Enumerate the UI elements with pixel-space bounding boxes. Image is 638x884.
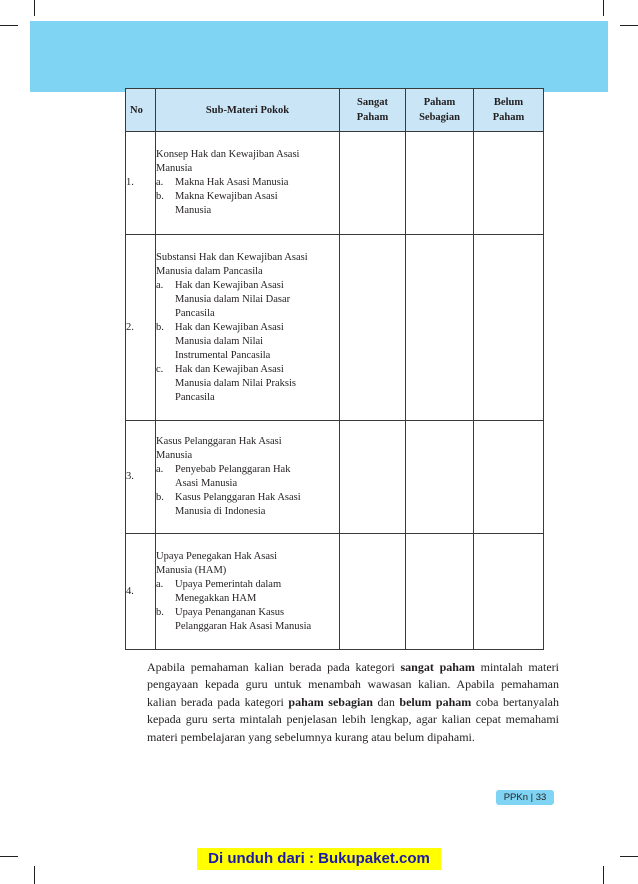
sub-topic-label: b. <box>156 492 164 503</box>
sub-topic-line: Manusia dalam Nilai Dasar <box>175 293 291 305</box>
sub-topic-line: Makna Hak Asasi Manusia <box>175 177 289 188</box>
table-header-row <box>126 89 544 132</box>
check-sangat-paham-cell[interactable] <box>340 421 406 534</box>
table-row <box>126 235 544 421</box>
sub-topic-label: c. <box>156 363 164 375</box>
sub-topic-label: b. <box>156 321 164 333</box>
sub-topic-line: Pancasila <box>175 391 215 403</box>
emphasis-belum-paham: belum paham <box>399 694 472 709</box>
sub-topic-text <box>175 463 339 491</box>
crop-mark <box>0 856 18 857</box>
header-belum-paham: Belum Paham <box>474 89 544 132</box>
understanding-rubric-table <box>125 88 544 650</box>
check-belum-paham-cell[interactable] <box>474 421 544 534</box>
header-sangat-paham: Sangat Paham <box>340 89 406 132</box>
crop-mark <box>0 25 18 26</box>
topic-title-line: Manusia <box>156 450 193 461</box>
sub-topic-item <box>156 491 339 519</box>
topic-title-line: Substansi Hak dan Kewajiban Asasi <box>156 251 308 263</box>
table-row <box>126 421 544 534</box>
sub-topic-line: Pancasila <box>175 307 215 319</box>
sub-topic-text <box>175 606 339 634</box>
sub-topic-text <box>175 176 339 190</box>
sub-topic-line: Manusia dalam Nilai <box>175 335 264 347</box>
crop-mark <box>603 0 604 16</box>
topic-title-line: Konsep Hak dan Kewajiban Asasi <box>156 149 300 160</box>
row-number: 1. <box>126 132 156 235</box>
header-no: No <box>126 89 156 132</box>
download-source-banner[interactable]: Di unduh dari : Bukupaket.com <box>197 848 441 870</box>
table-row <box>126 534 544 650</box>
sub-topic-line: Manusia <box>175 205 212 216</box>
sub-topic-label: b. <box>156 191 164 202</box>
topic-cell <box>156 132 340 235</box>
row-number: 4. <box>126 534 156 650</box>
check-sangat-paham-cell[interactable] <box>340 534 406 650</box>
topic-title-line: Manusia (HAM) <box>156 564 227 576</box>
sub-topic-item <box>156 363 339 405</box>
check-paham-sebagian-cell[interactable] <box>406 421 474 534</box>
emphasis-paham-sebagian: paham sebagian <box>288 694 373 709</box>
sub-topic-line: Asasi Manusia <box>175 478 238 489</box>
sub-topic-text <box>175 279 339 321</box>
crop-mark <box>620 25 638 26</box>
sub-topic-text <box>175 578 339 606</box>
sub-topic-item <box>156 463 339 491</box>
sub-topic-line: Hak dan Kewajiban Asasi <box>175 321 284 333</box>
sub-topic-label: a. <box>156 464 164 475</box>
crop-mark <box>34 0 35 16</box>
topic-title-line: Kasus Pelanggaran Hak Asasi <box>156 436 282 447</box>
sub-topic-line: Manusia dalam Nilai Praksis <box>175 377 297 389</box>
check-paham-sebagian-cell[interactable] <box>406 235 474 421</box>
check-paham-sebagian-cell[interactable] <box>406 534 474 650</box>
sub-topic-label: a. <box>156 578 164 590</box>
row-number: 2. <box>126 235 156 421</box>
sub-topic-line: Upaya Pemerintah dalam <box>175 578 282 590</box>
topic-cell <box>156 421 340 534</box>
check-paham-sebagian-cell[interactable] <box>406 132 474 235</box>
row-number: 3. <box>126 421 156 534</box>
sub-topic-line: Menegakkan HAM <box>175 592 257 604</box>
topic-cell <box>156 534 340 650</box>
crop-mark <box>34 866 35 884</box>
table-row <box>126 132 544 235</box>
sub-topic-text <box>175 363 339 405</box>
sub-topic-line: Upaya Penanganan Kasus <box>175 606 285 618</box>
sub-topic-item <box>156 606 339 634</box>
sub-topic-item <box>156 578 339 606</box>
topic-cell <box>156 235 340 421</box>
topic-title-line: Manusia <box>156 163 193 174</box>
topic-title-line: Upaya Penegakan Hak Asasi <box>156 550 278 562</box>
sub-topic-line: Kasus Pelanggaran Hak Asasi <box>175 492 301 503</box>
sub-topic-label: a. <box>156 177 164 188</box>
sub-topic-text <box>175 190 339 218</box>
page-number-tag: PPKn | 33 <box>496 790 554 805</box>
sub-topic-line: Hak dan Kewajiban Asasi <box>175 279 284 291</box>
sub-topic-item <box>156 321 339 363</box>
sub-topic-line: Instrumental Pancasila <box>175 349 271 361</box>
sub-topic-text <box>175 321 339 363</box>
sub-topic-line: Manusia di Indonesia <box>175 506 266 517</box>
check-sangat-paham-cell[interactable] <box>340 235 406 421</box>
topic-title-line: Manusia dalam Pancasila <box>156 265 263 277</box>
instruction-paragraph: Apabila pemahaman kalian berada pada kategori sangat paham mintalah materi pengayaan kepada guru untuk menambah wawasan kalian. Apabila pemahaman kalian berada pada kategori paham sebagian dan belum paham coba bertanyalah kepada guru serta mintalah penjelasan lebih lengkap, agar kalian cepat memahami materi pembelajaran yang sebelumnya kurang atau belum dipahami. <box>147 660 559 744</box>
sub-topic-item <box>156 176 339 190</box>
check-sangat-paham-cell[interactable] <box>340 132 406 235</box>
sub-topic-line: Penyebab Pelanggaran Hak <box>175 464 291 475</box>
header-topic: Sub-Materi Pokok <box>156 89 340 132</box>
check-belum-paham-cell[interactable] <box>474 132 544 235</box>
sub-topic-label: b. <box>156 606 164 618</box>
check-belum-paham-cell[interactable] <box>474 534 544 650</box>
sub-topic-item <box>156 190 339 218</box>
crop-mark <box>603 866 604 884</box>
sub-topic-item <box>156 279 339 321</box>
emphasis-sangat-paham: sangat paham <box>400 660 475 674</box>
sub-topic-line: Makna Kewajiban Asasi <box>175 191 278 202</box>
crop-mark <box>620 856 638 857</box>
sub-topic-text <box>175 491 339 519</box>
header-band <box>30 21 608 92</box>
sub-topic-line: Pelanggaran Hak Asasi Manusia <box>175 620 312 632</box>
sub-topic-label: a. <box>156 279 164 291</box>
check-belum-paham-cell[interactable] <box>474 235 544 421</box>
header-paham-sebagian: Paham Sebagian <box>406 89 474 132</box>
sub-topic-line: Hak dan Kewajiban Asasi <box>175 363 284 375</box>
